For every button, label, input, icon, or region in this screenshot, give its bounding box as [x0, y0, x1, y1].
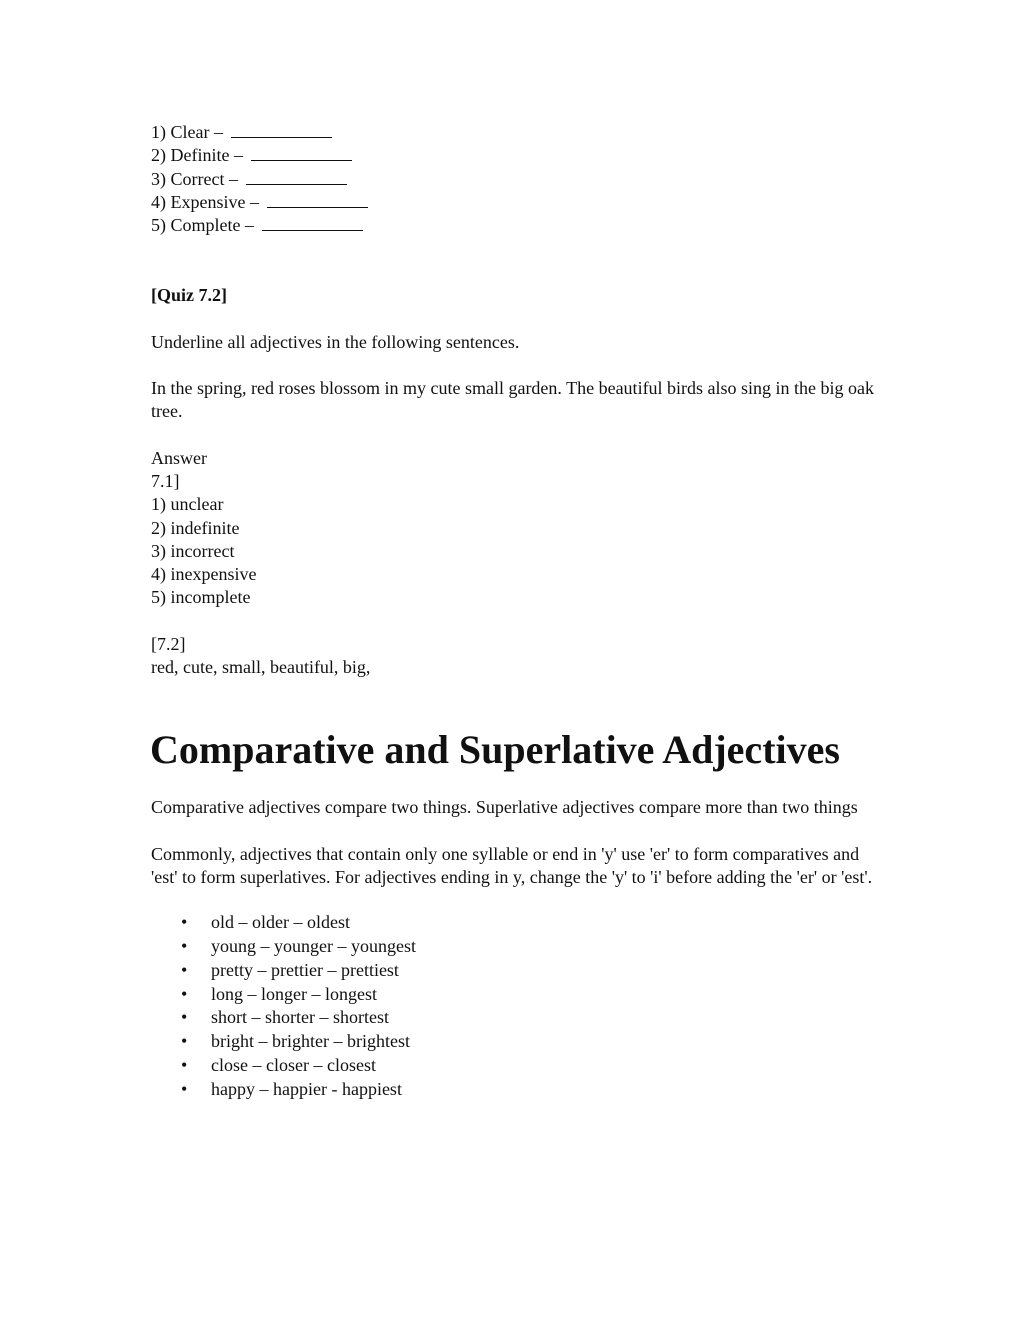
answers-section-2-label: [7.2]	[151, 633, 186, 654]
comparative-intro: Comparative adjectives compare two things. Superlative adjectives compare more than two things	[151, 797, 858, 818]
quiz-item: 4) Expensive –	[151, 191, 881, 214]
answer-blank	[267, 193, 368, 208]
bullet: •	[181, 1007, 188, 1028]
answers-section-2	[151, 633, 881, 680]
list-item: • old – older – oldest	[151, 911, 881, 935]
bullet: •	[181, 1031, 188, 1052]
bullet: •	[181, 1055, 188, 1076]
list-item: • short – shorter – shortest	[151, 1006, 881, 1030]
answers-section-1-label: 7.1]	[151, 470, 180, 491]
quiz-7-2-instruction: Underline all adjectives in the following sentences.	[151, 331, 520, 352]
answers-title: Answer	[151, 447, 207, 468]
list-item: • happy – happier - happiest	[151, 1078, 881, 1102]
examples-list	[151, 911, 881, 1101]
answer-blank	[231, 123, 332, 138]
list-item: • long – longer – longest	[151, 983, 881, 1007]
quiz-item: 2) Definite –	[151, 144, 881, 167]
quiz-7-2-sentence: In the spring, red roses blossom in my cute small garden. The beautiful birds also sing in the big oak tree.	[151, 378, 875, 422]
quiz-item: 3) Correct –	[151, 168, 881, 191]
quiz-7-1-items	[151, 121, 881, 237]
quiz-7-2-heading: [Quiz 7.2]	[151, 285, 227, 306]
comparative-rule: Commonly, adjectives that contain only one syllable or end in 'y' use 'er' to form comparatives and 'est' to form superlatives. For adjectives ending in y, change the 'y' to 'i' before adding the 'er' or 'est'.	[151, 843, 873, 887]
answers-block	[151, 447, 881, 610]
answer-item: 1) unclear	[151, 494, 224, 515]
bullet: •	[181, 1078, 188, 1099]
list-item: • bright – brighter – brightest	[151, 1030, 881, 1054]
answer-item: 5) incomplete	[151, 587, 251, 608]
answer-blank	[246, 170, 347, 185]
answer-item: 2) indefinite	[151, 517, 240, 538]
bullet: •	[181, 983, 188, 1004]
bullet: •	[181, 912, 188, 933]
answers-section-2-text: red, cute, small, beautiful, big,	[151, 657, 371, 678]
answer-blank	[262, 216, 363, 231]
answer-item: 4) inexpensive	[151, 564, 257, 585]
document-page	[151, 121, 881, 1102]
answer-item: 3) incorrect	[151, 540, 235, 561]
quiz-item: 5) Complete –	[151, 214, 881, 237]
list-item: • pretty – prettier – prettiest	[151, 959, 881, 983]
bullet: •	[181, 959, 188, 980]
answer-blank	[251, 146, 352, 161]
list-item: • close – closer – closest	[151, 1054, 881, 1078]
list-item: • young – younger – youngest	[151, 935, 881, 959]
bullet: •	[181, 936, 188, 957]
quiz-item: 1) Clear –	[151, 121, 881, 144]
section-heading: Comparative and Superlative Adjectives	[150, 727, 840, 773]
